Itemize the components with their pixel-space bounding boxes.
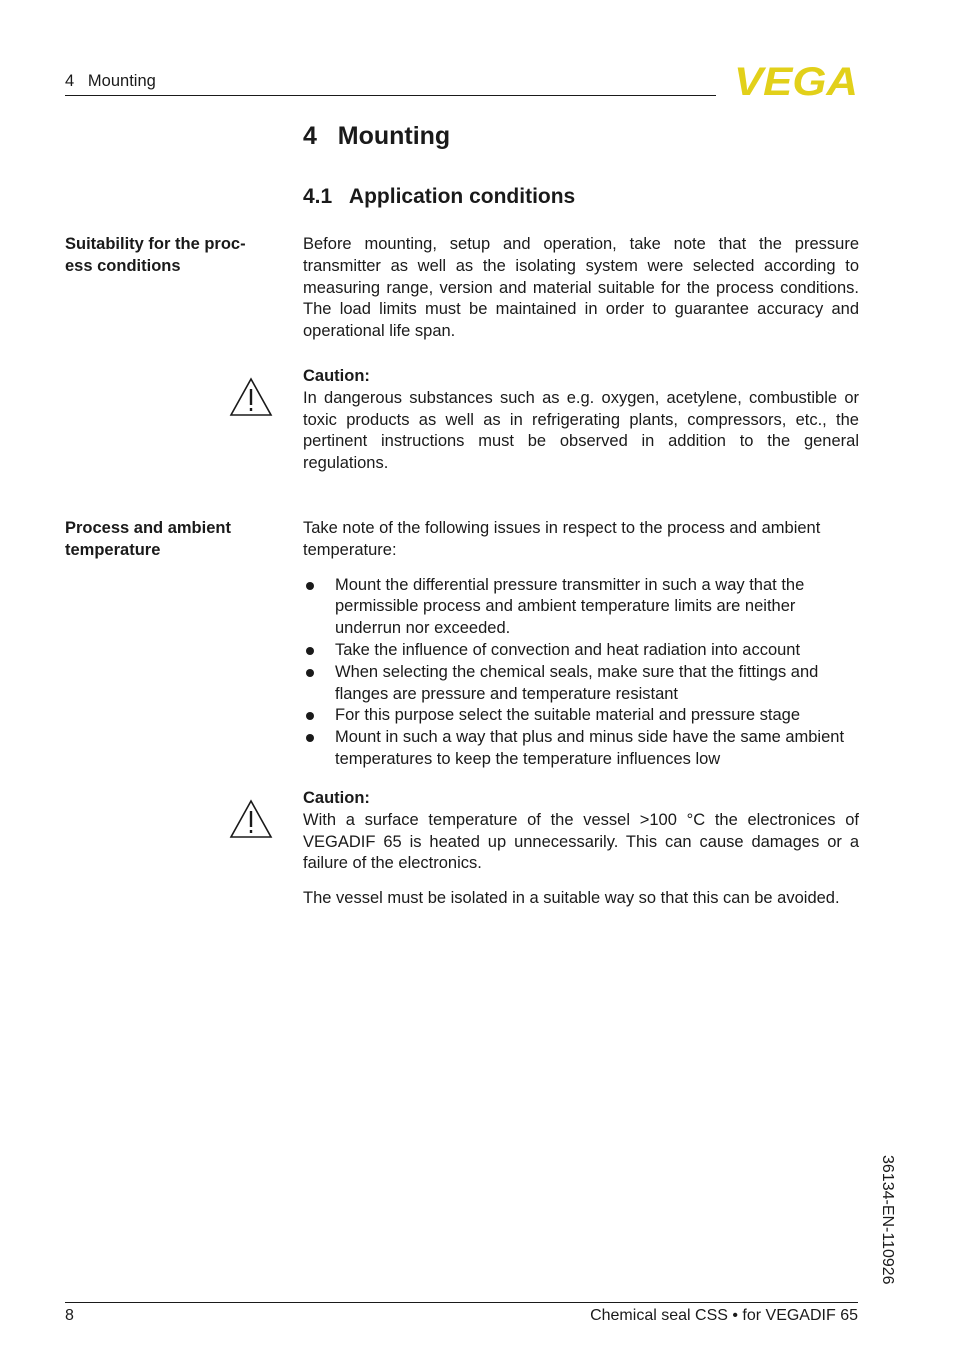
paragraph-temperature [303,518,859,771]
list-item: Mount in such a way that plus and minus side have the same ambient temperatures to keep the temperature influences low [303,727,859,771]
side-label-temperature: Process and ambient temperature [65,519,231,559]
side-label-suitability: Suitability for the proc- ess conditions [65,235,246,275]
caution-block-1 [303,366,859,475]
caution-title: Caution: [303,789,370,807]
list-item: Mount the differential pressure transmitter in such a way that the permissible process and ambient temperature limits are neither underrun nor exceeded. [303,575,859,640]
vega-logo [734,64,858,98]
caution-text: In dangerous substances such as e.g. oxygen, acetylene, combustible or toxic products as well as in refrigerating plants, compressors, etc., the pertinent instructions must be observed in addition to the general regulations. [303,388,859,473]
footer-rule [65,1302,858,1303]
list-item: Take the influence of convection and heat radiation into account [303,640,859,662]
page-number: 8 [65,1307,74,1324]
warning-triangle-icon [229,377,273,417]
paragraph-suitability [303,234,859,343]
caution-text: With a surface temperature of the vessel >100 °C the electronices of VEGADIF 65 is heated up unnecessarily. This can cause damages or a failure of the electronics. [303,810,859,873]
paragraph-intro: Take note of the following issues in respect to the process and ambient temperature: [303,519,821,559]
running-header: 4 Mounting [65,72,156,90]
section-title: 4.1 Application conditions [303,185,576,208]
caution-followup: The vessel must be isolated in a suitable way so that this can be avoided. [303,889,840,908]
footer-title: Chemical seal CSS • for VEGADIF 65 [590,1307,858,1324]
paragraph-text: Before mounting, setup and operation, take note that the pressure transmitter as well as the isolating system were selected according to measuring range, version and material suitable for the process conditions. The load limits must be maintained in order to guarantee accuracy and operational life span. [303,235,859,341]
caution-title: Caution: [303,367,370,385]
document-number: 36134-EN-110926 [879,1155,896,1285]
chapter-title: 4 Mounting [303,122,451,150]
caution-block-2 [303,788,859,910]
temperature-bullet-list [303,575,859,771]
warning-triangle-icon [229,799,273,839]
list-item: For this purpose select the suitable material and pressure stage [303,705,859,727]
vega-logo-text: VEGA [734,64,858,98]
header-rule [65,95,716,96]
list-item: When selecting the chemical seals, make sure that the fittings and flanges are pressure and temperature resistant [303,662,859,706]
